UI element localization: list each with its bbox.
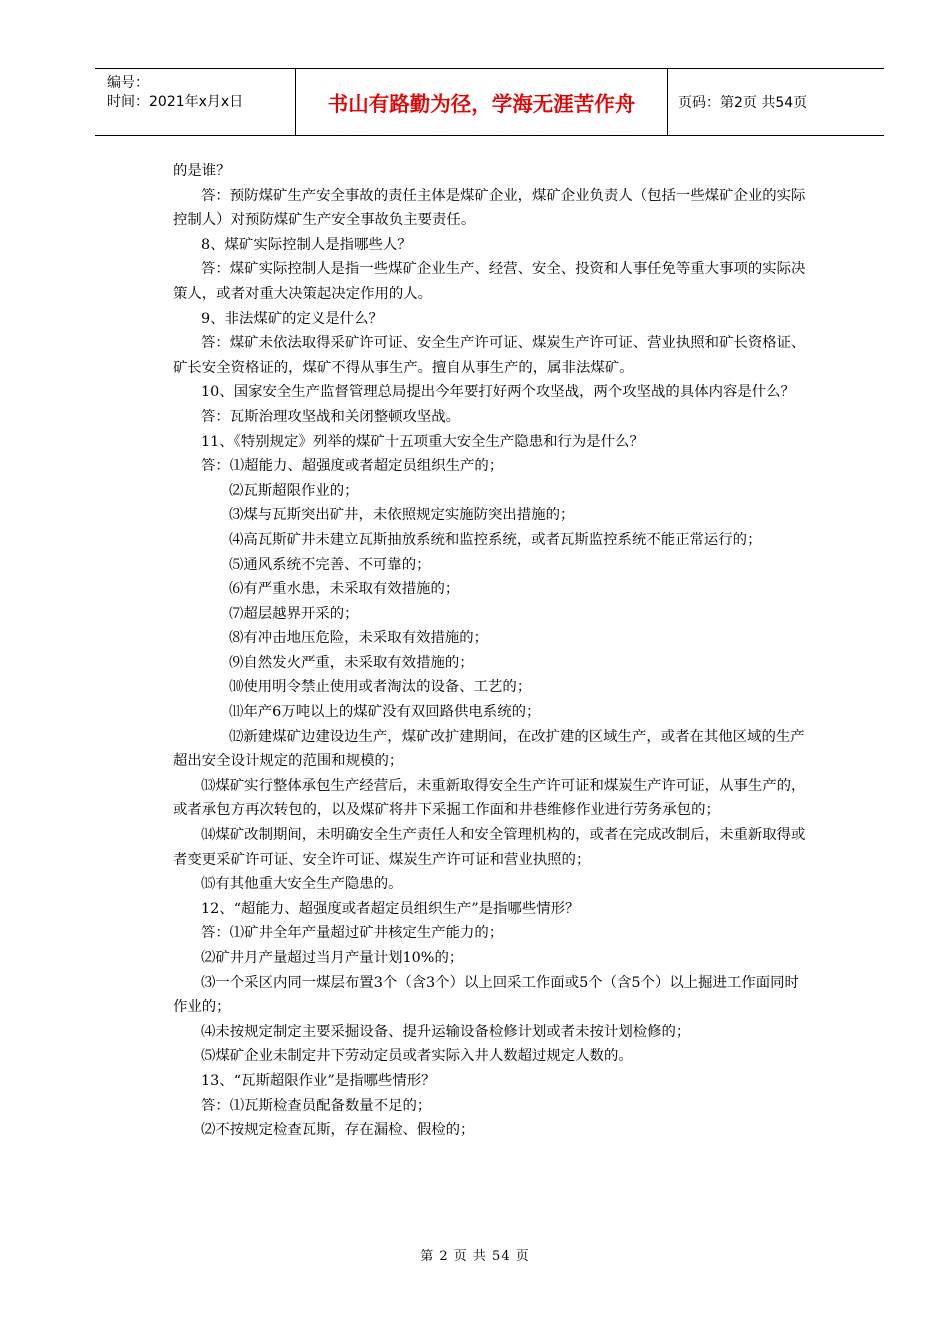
- list-item: ⑻有冲击地压危险，未采取有效措施的；: [229, 630, 489, 647]
- text-line: 的是谁？: [173, 163, 231, 179]
- list-item: ⑾年产6万吨以上的煤矿没有双回路供电系统的；: [229, 704, 541, 721]
- text-line: 答：煤矿未依法取得采矿许可证、安全生产许可证、煤炭生产许可证、营业执照和矿长资格证、矿长安全资格证的，煤矿不得从事生产。擅自从事生产的，属非法煤矿。: [173, 335, 806, 376]
- list-item: ⑵瓦斯超限作业的；: [229, 482, 359, 499]
- question-8: 8、煤矿实际控制人是指哪些人？: [201, 236, 412, 253]
- list-item: ⑸通风系统不完善、不可靠的；: [229, 556, 431, 573]
- motto: 书山有路勤为径，学海无涯苦作舟: [327, 92, 636, 116]
- text-line: 答：预防煤矿生产安全事故的责任主体是煤矿企业，煤矿企业负责人（包括一些煤矿企业的实际控制人）对预防煤矿生产安全事故负主要责任。: [173, 187, 806, 229]
- list-item: 答：⑴瓦斯检查员配备数量不足的；: [201, 1097, 432, 1114]
- list-item: ⒁煤矿改制期间，未明确安全生产责任人和安全管理机构的，或者在完成改制后，未重新取得或者变更采矿许可证、安全许可证、煤炭生产许可证和营业执照的；: [173, 827, 806, 868]
- list-item: ⑶一个采区内同一煤层布置3个（含3个）以上回采工作面或5个（含5个）以上掘进工作面同时作业的；: [173, 974, 799, 1016]
- time-label: 时间：2021年x月x日: [107, 94, 244, 110]
- list-item: ⑿新建煤矿边建设边生产，煤矿改扩建期间，在改扩建的区域生产，或者在其他区域的生产超出安全设计规定的范围和规模的；: [173, 728, 805, 770]
- list-item: ⑼自然发火严重，未采取有效措施的；: [229, 654, 474, 671]
- list-item: ⑽使用明令禁止使用或者淘汰的设备、工艺的；: [229, 679, 532, 696]
- text-line: 答：煤矿实际控制人是指一些煤矿企业生产、经营、安全、投资和人事任免等重大事项的实际决策人，或者对重大决策起决定作用的人。: [173, 261, 806, 302]
- list-item: ⑶煤与瓦斯突出矿井，未依照规定实施防突出措施的；: [229, 507, 575, 524]
- list-item: ⑸煤矿企业未制定井下劳动定员或者实际入井人数超过规定人数的。: [201, 1048, 633, 1065]
- header-page-info: [668, 69, 884, 135]
- header-meta: [95, 69, 296, 135]
- list-item: ⒂有其他重大安全生产隐患的。: [201, 876, 403, 893]
- list-item: ⑺超层越界开采的；: [229, 605, 359, 622]
- list-item: ⒀煤矿实行整体承包生产经营后，未重新取得安全生产许可证和煤炭生产许可证，从事生产的，或者承包方再次转包的，以及煤矿将井下采掘工作面和井巷维修作业进行劳务承包的；: [173, 777, 806, 819]
- serial-number-label: 编号：: [107, 75, 149, 91]
- page-header: [95, 68, 884, 136]
- list-item: 答：⑴超能力、超强度或者超定员组织生产的；: [201, 458, 504, 475]
- list-item: ⑷高瓦斯矿井未建立瓦斯抽放系统和监控系统，或者瓦斯监控系统不能正常运行的；: [229, 531, 762, 548]
- question-10: 10、国家安全生产监督管理总局提出今年要打好两个攻坚战，两个攻坚战的具体内容是什么？: [201, 384, 795, 401]
- page-footer: 第 2 页 共 54 页: [420, 1249, 530, 1264]
- list-item: 答：⑴矿井全年产量超过矿井核定生产能力的；: [201, 925, 504, 942]
- question-9: 9、非法煤矿的定义是什么？: [201, 310, 383, 327]
- question-12: 12、“超能力、超强度或者超定员组织生产”是指哪些情形？: [201, 900, 580, 917]
- list-item: ⑵矿井月产量超过当月产量计划10%的；: [201, 950, 464, 966]
- text-line: 答：瓦斯治理攻坚战和关闭整顿攻坚战。: [201, 408, 461, 425]
- page-info: 页码：第2页 共54页: [678, 95, 808, 111]
- question-11: 11、《特别规定》列举的煤矿十五项重大安全生产隐患和行为是什么？: [201, 433, 644, 450]
- list-item: ⑵不按规定检查瓦斯，存在漏检、假检的；: [201, 1122, 475, 1139]
- document-body: [173, 159, 813, 1143]
- header-motto-cell: [296, 69, 668, 135]
- list-item: ⑹有严重水患，未采取有效措施的；: [229, 581, 460, 598]
- question-13: 13、“瓦斯超限作业”是指哪些情形？: [201, 1072, 436, 1089]
- list-item: ⑷未按规定制定主要采掘设备、提升运输设备检修计划或者未按计划检修的；: [201, 1023, 691, 1040]
